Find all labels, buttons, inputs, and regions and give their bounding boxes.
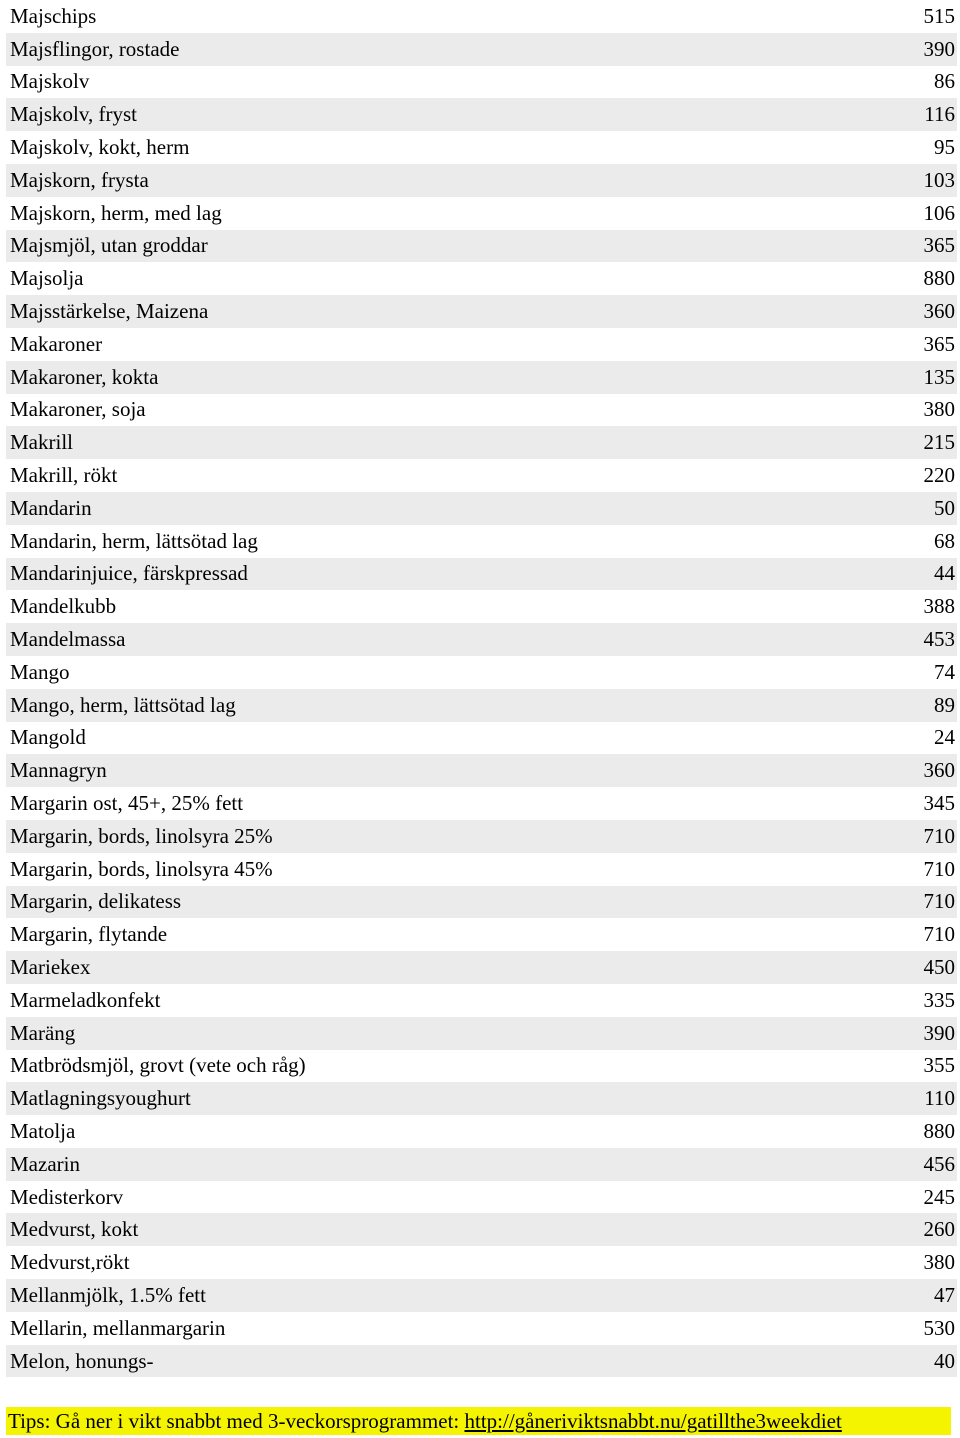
kcal-value: 86 (934, 69, 955, 94)
food-name: Mannagryn (10, 758, 107, 783)
kcal-value: 380 (923, 1250, 955, 1275)
table-row (6, 459, 957, 492)
kcal-value: 380 (923, 397, 955, 422)
kcal-value: 345 (923, 791, 955, 816)
table-row (6, 1213, 957, 1246)
kcal-value: 260 (923, 1217, 955, 1242)
kcal-value: 135 (923, 364, 955, 389)
tips-banner (6, 1407, 951, 1435)
food-name: Matlagningsyoughurt (10, 1086, 191, 1111)
food-name: Maräng (10, 1020, 76, 1045)
food-name: Mellarin, mellanmargarin (10, 1315, 226, 1340)
table-row (6, 197, 957, 230)
food-name: Mangold (10, 725, 86, 750)
table-row (6, 951, 957, 984)
food-name: Mariekex (10, 955, 91, 979)
table-row (6, 558, 957, 591)
kcal-value: 453 (923, 627, 955, 652)
food-name: Makrill, rökt (10, 463, 118, 488)
kcal-value: 360 (923, 299, 955, 324)
kcal-value: 880 (923, 266, 955, 291)
food-name: Majskolv, fryst (10, 102, 137, 127)
table-row (6, 1017, 957, 1050)
kcal-value: 360 (923, 758, 955, 783)
table-row (6, 656, 957, 689)
kcal-value: 50 (934, 495, 955, 520)
table-row (6, 131, 957, 164)
kcal-value: 388 (923, 594, 955, 619)
table-row (6, 918, 957, 951)
table-row (6, 689, 957, 722)
table-row (6, 590, 957, 623)
food-name: Mandarin (10, 495, 92, 520)
table-row (6, 0, 957, 33)
table-row (6, 722, 957, 755)
food-name: Matolja (10, 1118, 76, 1143)
food-name: Mandelmassa (10, 627, 126, 652)
kcal-value: 515 (923, 3, 955, 28)
food-name: Matbrödsmjöl, grovt (vete och råg) (10, 1053, 306, 1078)
food-name: Majskolv (10, 69, 90, 94)
food-name: Majskorn, herm, med lag (10, 200, 222, 225)
food-name: Mazarin (10, 1151, 80, 1176)
food-name: Majsstärkelse, Maizena (10, 299, 209, 324)
table-row (6, 98, 957, 131)
kcal-value: 710 (923, 889, 955, 914)
tips-link[interactable]: http://gåneriviktsnabbt.nu/gatillthe3weekdiet (464, 1409, 842, 1433)
kcal-value: 450 (923, 955, 955, 979)
kcal-value: 365 (923, 233, 955, 258)
kcal-value: 335 (923, 987, 955, 1012)
food-name: Mandelkubb (10, 594, 117, 619)
kcal-value: 110 (924, 1086, 955, 1111)
table-row (6, 1279, 957, 1312)
food-name: Mango, herm, lättsötad lag (10, 692, 236, 717)
kcal-value: 74 (934, 659, 955, 684)
table-row (6, 394, 957, 427)
kcal-value: 24 (934, 725, 955, 750)
table-row (6, 886, 957, 919)
kcal-value: 710 (923, 856, 955, 881)
food-name: Margarin ost, 45+, 25% fett (10, 791, 244, 816)
food-name: Majsolja (10, 266, 84, 291)
kcal-value: 47 (934, 1282, 955, 1307)
food-name: Margarin, delikatess (10, 889, 182, 914)
food-name: Margarin, flytande (10, 922, 168, 947)
food-name: Mandarin, herm, lättsötad lag (10, 528, 258, 553)
food-name: Makaroner, soja (10, 397, 146, 422)
kcal-value: 44 (934, 561, 955, 586)
tips-text: Tips: Gå ner i vikt snabbt med 3-veckorsprogrammet: (8, 1409, 460, 1433)
kcal-value: 456 (923, 1151, 955, 1176)
kcal-value: 40 (934, 1348, 955, 1373)
food-name: Mango (10, 659, 70, 684)
food-name: Majsflingor, rostade (10, 36, 180, 61)
table-row (6, 984, 957, 1017)
food-name: Majschips (10, 3, 97, 28)
kcal-value: 245 (923, 1184, 955, 1209)
food-name: Medvurst, kokt (10, 1217, 139, 1242)
food-name: Medisterkorv (10, 1184, 124, 1209)
kcal-value: 365 (923, 331, 955, 356)
food-name: Makaroner, kokta (10, 364, 159, 389)
food-name: Majskorn, frysta (10, 167, 149, 192)
table-row (6, 1312, 957, 1345)
table-row (6, 1115, 957, 1148)
food-name: Margarin, bords, linolsyra 45% (10, 856, 273, 881)
table-row (6, 1050, 957, 1083)
table-row (6, 1082, 957, 1115)
table-row (6, 164, 957, 197)
kcal-value: 106 (923, 200, 955, 225)
table-row (6, 1345, 957, 1378)
table-row (6, 1246, 957, 1279)
table-row (6, 853, 957, 886)
kcal-value: 710 (923, 922, 955, 947)
kcal-value: 89 (934, 692, 955, 717)
food-name: Majskolv, kokt, herm (10, 135, 190, 160)
kcal-value: 355 (923, 1053, 955, 1078)
food-name: Makaroner (10, 331, 103, 356)
food-name: Mandarinjuice, färskpressad (10, 561, 248, 586)
kcal-value: 390 (923, 1020, 955, 1045)
table-row (6, 66, 957, 99)
food-name: Makrill (10, 430, 73, 455)
table-row (6, 1181, 957, 1214)
table-row (6, 361, 957, 394)
kcal-value: 68 (934, 528, 955, 553)
table-row (6, 623, 957, 656)
table-row (6, 492, 957, 525)
calorie-table (6, 0, 957, 1377)
kcal-value: 710 (923, 823, 955, 848)
food-name: Margarin, bords, linolsyra 25% (10, 823, 273, 848)
table-row (6, 328, 957, 361)
table-row (6, 525, 957, 558)
food-name: Medvurst,rökt (10, 1250, 130, 1275)
food-name: Mellanmjölk, 1.5% fett (10, 1282, 206, 1307)
table-row (6, 262, 957, 295)
food-name: Majsmjöl, utan groddar (10, 233, 208, 258)
table-row (6, 295, 957, 328)
kcal-value: 880 (923, 1118, 955, 1143)
kcal-value: 530 (923, 1315, 955, 1340)
kcal-value: 116 (924, 102, 955, 127)
table-row (6, 230, 957, 263)
kcal-value: 103 (923, 167, 955, 192)
table-row (6, 787, 957, 820)
food-name: Marmeladkonfekt (10, 987, 161, 1012)
food-name: Melon, honungs- (10, 1348, 154, 1373)
kcal-value: 95 (934, 135, 955, 160)
table-row (6, 1148, 957, 1181)
kcal-value: 220 (923, 463, 955, 488)
table-row (6, 33, 957, 66)
kcal-value: 390 (923, 36, 955, 61)
table-row (6, 426, 957, 459)
table-row (6, 754, 957, 787)
table-row (6, 820, 957, 853)
kcal-value: 215 (923, 430, 955, 455)
